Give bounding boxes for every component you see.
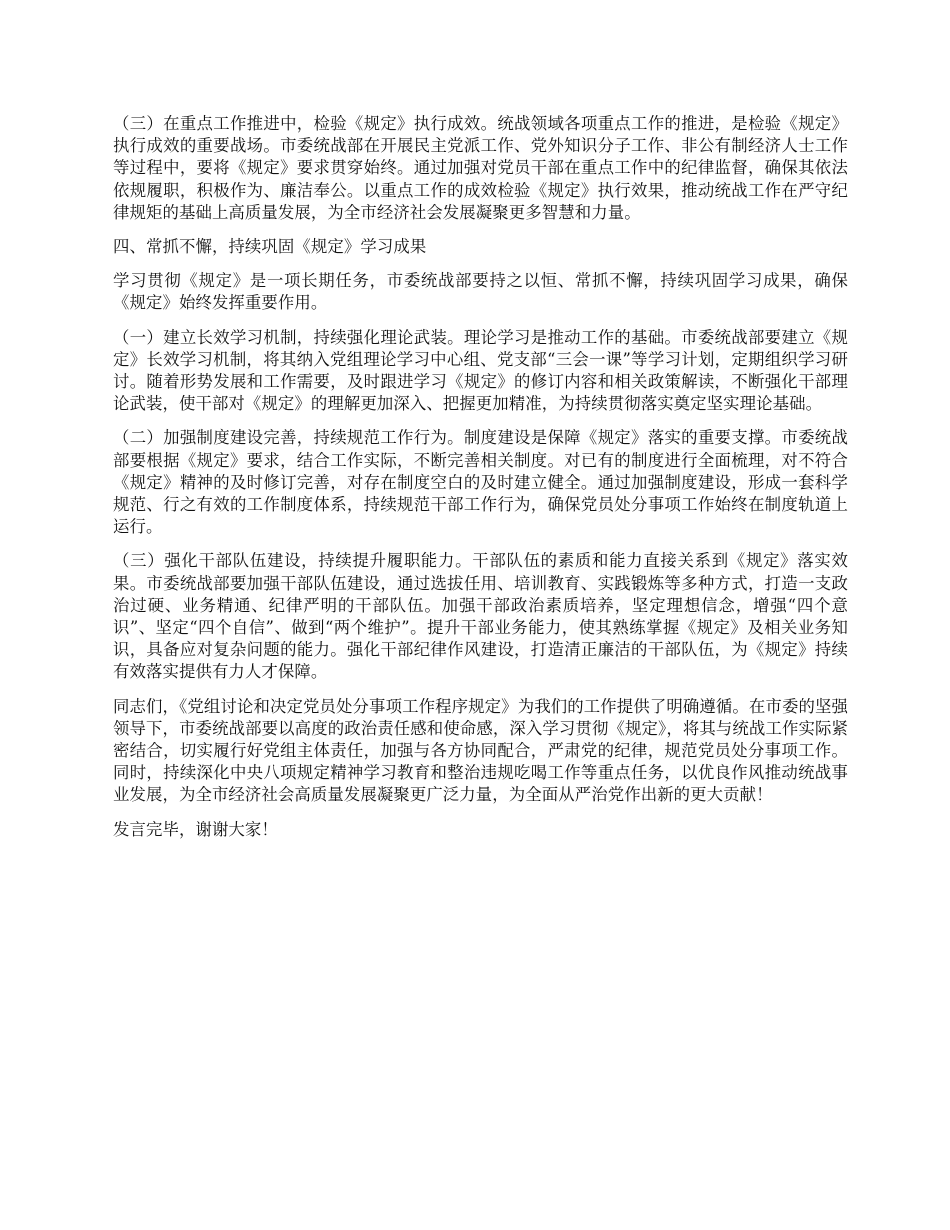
paragraph-sign-off: 发言完毕，谢谢大家！	[113, 819, 278, 839]
paragraph-cadre-team: （三）强化干部队伍建设，持续提升履职能力。干部队伍的素质和能力直接关系到《规定》落实效果。市委统战部要加强干部队伍建设，通过选拔任用、培训教育、实践锻炼等多种方式，打造一支政治过硬、业务精通、纪律严明的干部队伍。加强干部政治素质培养，坚定理想信念，增强“四个意识”、坚定“四个自信”、做到“两个维护”。提升干部业务能力，使其熟练掌握《规定》及相关业务知识，具备应对复杂问题的能力。强化干部纪律作风建设，打造清正廉洁的干部队伍，为《规定》持续有效落实提供有力人才保障。	[113, 551, 848, 682]
paragraph-section-intro: 学习贯彻《规定》是一项长期任务，市委统战部要持之以恒、常抓不懈，持续巩固学习成果，确保《规定》始终发挥重要作用。	[113, 271, 848, 313]
section-heading-four: 四、常抓不懈，持续巩固《规定》学习成果	[113, 237, 427, 257]
paragraph-learning-mechanism: （一）建立长效学习机制，持续强化理论武装。理论学习是推动工作的基础。市委统战部要建立《规定》长效学习机制，将其纳入党组理论学习中心组、党支部“三会一课”等学习计划，定期组织学习研讨。随着形势发展和工作需要，及时跟进学习《规定》的修订内容和相关政策解读，不断强化干部理论武装，使干部对《规定》的理解更加深入、把握更加精准，为持续贯彻落实奠定坚实理论基础。	[113, 327, 848, 414]
paragraph-system-building: （二）加强制度建设完善，持续规范工作行为。制度建设是保障《规定》落实的重要支撑。市委统战部要根据《规定》要求，结合工作实际，不断完善相关制度。对已有的制度进行全面梳理，对不符合《规定》精神的及时修订完善，对存在制度空白的及时建立健全。通过加强制度建设，形成一套科学规范、行之有效的工作制度体系，持续规范干部工作行为，确保党员处分事项工作始终在制度轨道上运行。	[113, 428, 848, 537]
paragraph-closing: 同志们，《党组讨论和决定党员处分事项工作程序规定》为我们的工作提供了明确遵循。在市委的坚强领导下，市委统战部要以高度的政治责任感和使命感，深入学习贯彻《规定》，将其与统战工作实际紧密结合，切实履行好党组主体责任，加强与各方协同配合，严肃党的纪律，规范党员处分事项工作。同时，持续深化中央八项规定精神学习教育和整治违规吃喝工作等重点任务，以优良作风推动统战事业发展，为全市经济社会高质量发展凝聚更广泛力量，为全面从严治党作出新的更大贡献！	[113, 696, 848, 805]
paragraph-key-work-inspection: （三）在重点工作推进中，检验《规定》执行成效。统战领域各项重点工作的推进，是检验《规定》执行成效的重要战场。市委统战部在开展民主党派工作、党外知识分子工作、非公有制经济人士工作等过程中，要将《规定》要求贯穿始终。通过加强对党员干部在重点工作中的纪律监督，确保其依法依规履职，积极作为、廉洁奉公。以重点工作的成效检验《规定》执行效果，推动统战工作在严守纪律规矩的基础上高质量发展，为全市经济社会发展凝聚更多智慧和力量。	[113, 114, 848, 222]
document-body	[113, 113, 848, 853]
